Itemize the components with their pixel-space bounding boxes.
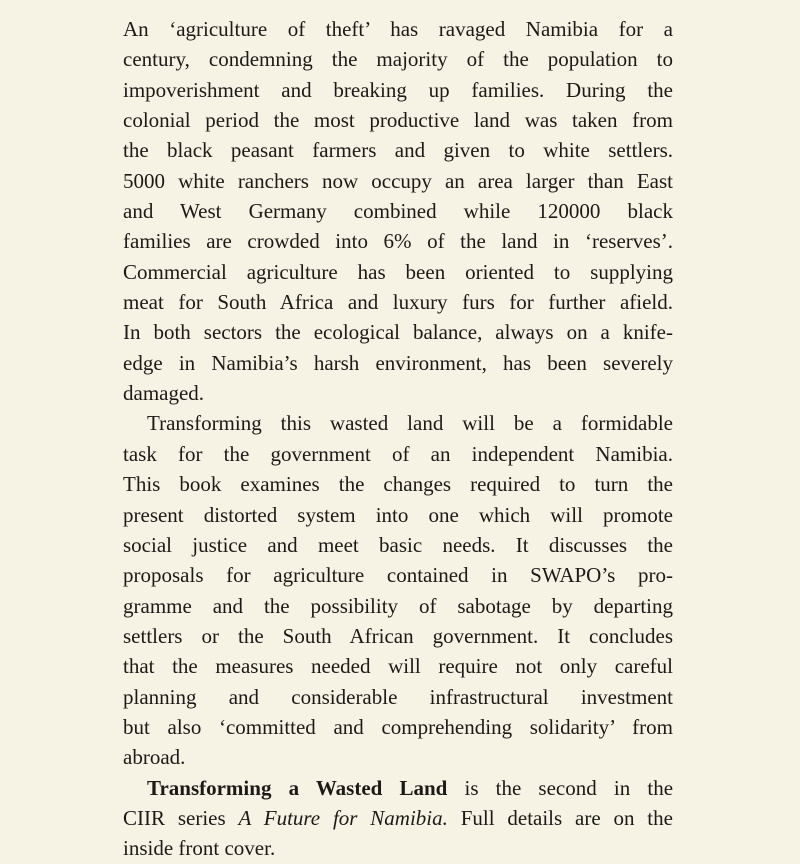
text-line: planning and considerable infrastructural investment (123, 684, 673, 709)
text-line: gramme and the possibility of sabotage by departing (123, 593, 673, 618)
text-fragment: is the second in the (447, 775, 674, 800)
text-line: task for the government of an independent Namibia. (123, 441, 673, 466)
text-fragment: Full details are on the (447, 805, 673, 830)
text-line: social justice and meet basic needs. It discusses the (123, 532, 673, 557)
paragraph-series-note (123, 773, 673, 864)
text-line: abroad. (123, 745, 186, 770)
text-line: present distorted system into one which will promote (123, 502, 673, 527)
text-line: that the measures needed will require not only careful (123, 654, 673, 679)
text-line: edge in Namibia’s harsh environment, has been severely (123, 350, 673, 375)
text-line (123, 803, 673, 833)
text-line: An ‘agriculture of theft’ has ravaged Namibia for a (123, 17, 673, 41)
text-line: inside front cover. (123, 836, 276, 861)
text-line: Transforming this wasted land will be a formidable (147, 411, 673, 436)
text-line: This book examines the changes required to turn the (123, 472, 673, 497)
text-line: colonial period the most productive land was taken from (123, 108, 673, 133)
text-line: 5000 white ranchers now occupy an area larger than East (123, 168, 673, 193)
text-line: damaged. (123, 381, 205, 406)
text-fragment: CIIR series (123, 805, 239, 830)
text-line: meat for South Africa and luxury furs for further afield. (123, 290, 673, 315)
paragraph-transforming-land (123, 408, 673, 772)
text-line: but also ‘committed and comprehending solidarity’ from (123, 714, 673, 739)
paragraph-agriculture-of-theft (123, 14, 673, 408)
text-line: and West Germany combined while 120000 black (123, 199, 673, 224)
text-line: families are crowded into 6% of the land in ‘reserves’. (123, 229, 673, 254)
text-line: the black peasant farmers and given to white settlers. (123, 138, 673, 163)
text-line: century, condemning the majority of the population to (123, 47, 673, 72)
series-title: A Future for Namibia. (238, 805, 448, 830)
text-line: proposals for agriculture contained in SWAPO’s pro- (123, 563, 673, 588)
text-line: impoverishment and breaking up families. During the (123, 77, 673, 102)
text-line: In both sectors the ecological balance, always on a knife- (123, 320, 673, 345)
text-line: Commercial agriculture has been oriented to supplying (123, 259, 673, 284)
blurb-text (123, 14, 673, 864)
text-line: settlers or the South African government. It concludes (123, 623, 673, 648)
book-title: Transforming a Wasted Land (147, 775, 448, 800)
text-line (123, 773, 673, 803)
